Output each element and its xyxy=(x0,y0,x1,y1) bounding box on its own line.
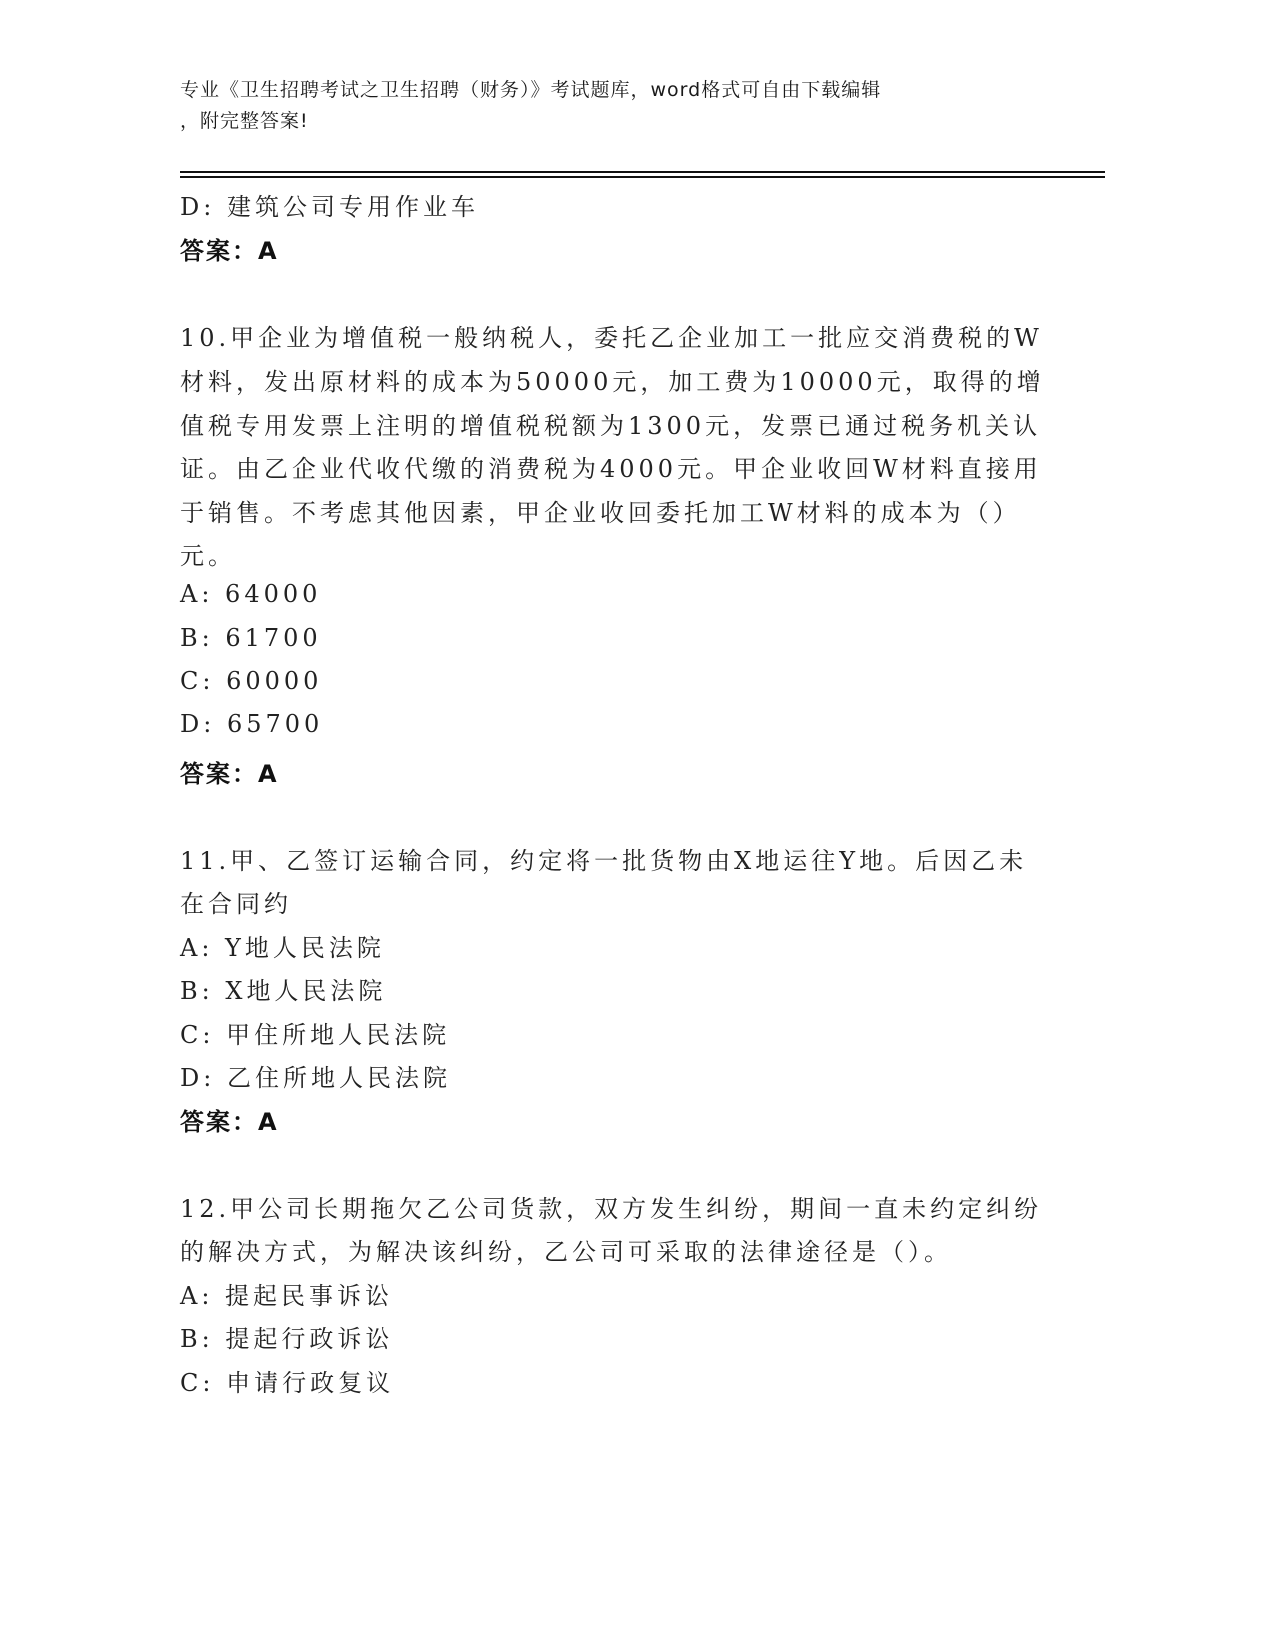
answer: 答案：A xyxy=(180,760,279,788)
option-d: D: 65700 xyxy=(180,710,324,738)
option-d: D: 建筑公司专用作业车 xyxy=(180,193,479,221)
header-line: 专业《卫生招聘考试之卫生招聘（财务）》考试题库，word格式可自由下载编辑 xyxy=(180,79,882,101)
question-text: 元。 xyxy=(180,542,236,570)
question-text: 12.甲公司长期拖欠乙公司货款，双方发生纠纷，期间一直未约定纠纷 xyxy=(180,1195,1043,1223)
answer: 答案：A xyxy=(180,237,279,265)
question-text: 在合同约 xyxy=(180,890,292,918)
answer: 答案：A xyxy=(180,1108,279,1136)
option-b: B: X地人民法院 xyxy=(180,977,387,1005)
question-text: 10.甲企业为增值税一般纳税人，委托乙企业加工一批应交消费税的W xyxy=(180,324,1043,352)
question-text: 材料，发出原材料的成本为50000元，加工费为10000元，取得的增 xyxy=(180,368,1045,396)
option-c: C: 甲住所地人民法院 xyxy=(180,1021,451,1049)
question-text: 证。由乙企业代收代缴的消费税为4000元。甲企业收回W材料直接用 xyxy=(180,455,1042,483)
option-c: C: 60000 xyxy=(180,667,323,695)
header-divider xyxy=(180,176,1105,178)
header-divider xyxy=(180,171,1105,173)
question-text: 的解决方式，为解决该纠纷，乙公司可采取的法律途径是（）。 xyxy=(180,1238,952,1266)
option-d: D: 乙住所地人民法院 xyxy=(180,1064,451,1092)
question-text: 11.甲、乙签订运输合同，约定将一批货物由X地运往Y地。后因乙未 xyxy=(180,847,1028,875)
question-text: 于销售。不考虑其他因素，甲企业收回委托加工W材料的成本为（） xyxy=(180,499,1021,527)
option-a: A: 提起民事诉讼 xyxy=(180,1282,394,1310)
option-a: A: 64000 xyxy=(180,580,322,608)
header-line: ，附完整答案! xyxy=(180,110,309,132)
question-text: 值税专用发票上注明的增值税税额为1300元，发票已通过税务机关认 xyxy=(180,412,1042,440)
option-b: B: 61700 xyxy=(180,624,322,652)
option-b: B: 提起行政诉讼 xyxy=(180,1325,394,1353)
option-a: A: Y地人民法院 xyxy=(180,934,385,962)
option-c: C: 申请行政复议 xyxy=(180,1369,395,1397)
